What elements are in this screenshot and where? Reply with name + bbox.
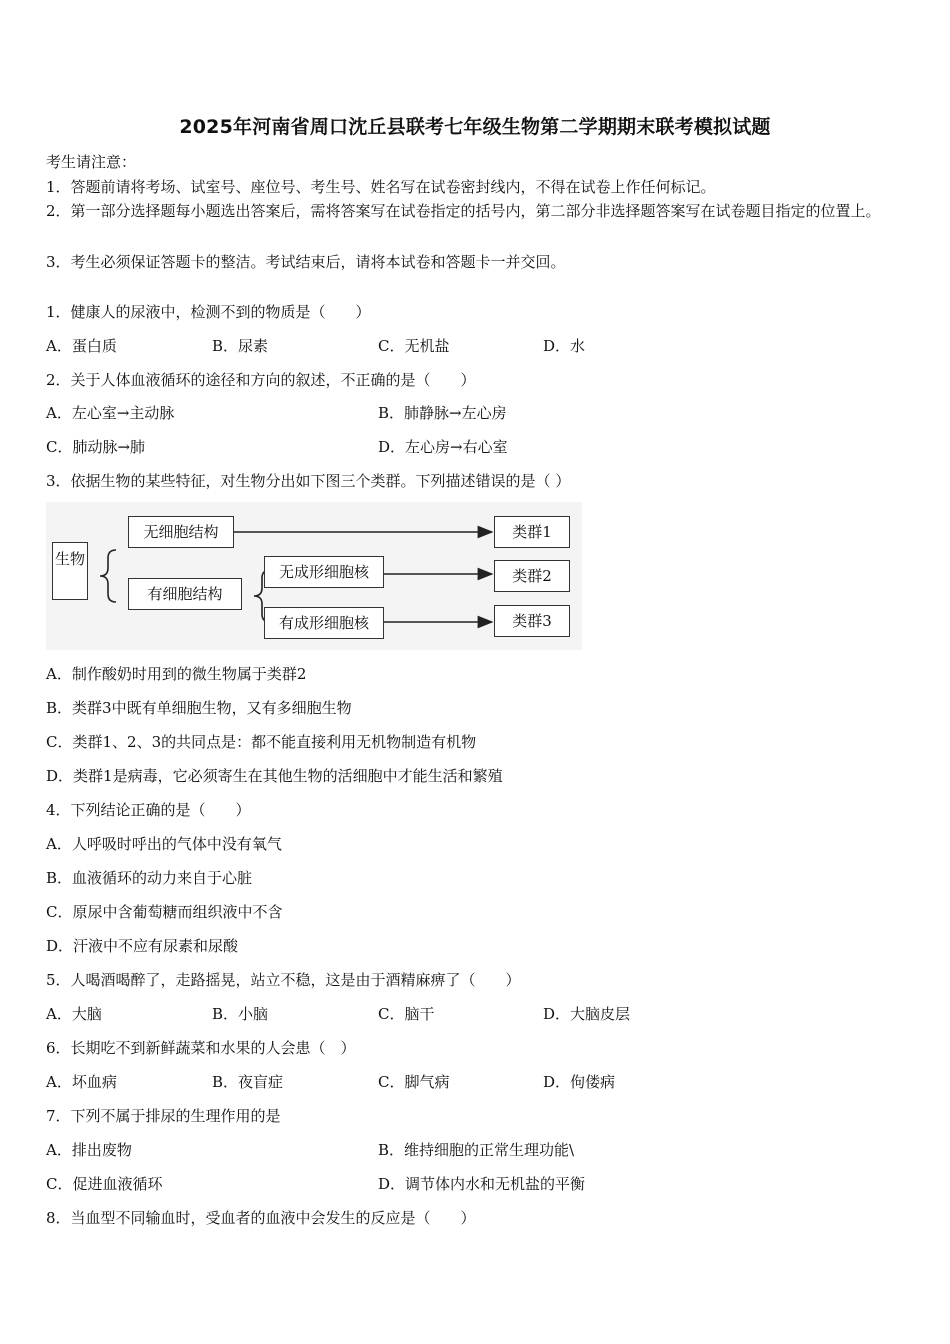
q7-stem: 7．下列不属于排尿的生理作用的是 [46,1107,281,1125]
diagram-group2-box: 类群2 [494,560,570,592]
notice-header: 考生请注意： [46,153,137,171]
notice-item-3: 3．考生必须保证答题卡的整洁。考试结束后，请将本试卷和答题卡一并交回。 [46,253,566,271]
q6-stem: 6．长期吃不到新鲜蔬菜和水果的人会患（ ） [46,1039,356,1057]
q8-stem: 8．当血型不同输血时，受血者的血液中会发生的反应是（ ） [46,1209,476,1227]
q5-option-c: C．脑干 [378,1005,435,1023]
q7-option-c: C．促进血液循环 [46,1175,163,1193]
q1-option-c: C．无机盐 [378,337,450,355]
diagram-no-nucleus-box: 无成形细胞核 [264,556,384,588]
q2-option-d: D．左心房→右心室 [378,438,508,456]
q4-option-b: B．血液循环的动力来自于心脏 [46,869,253,887]
q6-option-c: C．脚气病 [378,1073,450,1091]
q1-option-d: D．水 [543,337,586,355]
q4-option-c: C．原尿中含葡萄糖而组织液中不含 [46,903,283,921]
q1-option-a: A．蛋白质 [46,337,117,355]
diagram-has-nucleus-box: 有成形细胞核 [264,607,384,639]
q2-option-c: C．肺动脉→肺 [46,438,146,456]
q7-option-a: A．排出废物 [46,1141,132,1159]
diagram-root-box: 生物 [52,542,88,600]
q2-option-a: A．左心室→主动脉 [46,404,175,422]
q1-stem: 1．健康人的尿液中，检测不到的物质是（ ） [46,303,371,321]
q4-option-a: A．人呼吸时呼出的气体中没有氧气 [46,835,282,853]
q3-option-d: D．类群1是病毒，它必须寄生在其他生物的活细胞中才能生活和繁殖 [46,767,503,785]
notice-item-2: 2．第一部分选择题每小题选出答案后，需将答案写在试卷指定的括号内，第二部分非选择题答案写在试卷题目指定的位置上。 [46,202,881,220]
q3-stem: 3．依据生物的某些特征，对生物分出如下图三个类群。下列描述错误的是（ ） [46,472,571,490]
diagram-group3-box: 类群3 [494,605,570,637]
q1-option-b: B．尿素 [212,337,269,355]
q5-option-a: A．大脑 [46,1005,102,1023]
diagram-group1-box: 类群1 [494,516,570,548]
q5-stem: 5．人喝酒喝醉了，走路摇晃，站立不稳，这是由于酒精麻痹了（ ） [46,971,521,989]
q6-option-a: A．坏血病 [46,1073,117,1091]
q2-option-b: B．肺静脉→左心房 [378,404,507,422]
q7-option-b: B．维持细胞的正常生理功能\ [378,1141,575,1159]
page-title: 2025年河南省周口沈丘县联考七年级生物第二学期期末联考模拟试题 [179,116,771,138]
q3-option-b: B．类群3中既有单细胞生物，又有多细胞生物 [46,699,352,717]
diagram-has-cell-box: 有细胞结构 [128,578,242,610]
q6-option-d: D．佝偻病 [543,1073,616,1091]
q3-option-c: C．类群1、2、3的共同点是：都不能直接利用无机物制造有机物 [46,733,477,751]
q5-option-d: D．大脑皮层 [543,1005,631,1023]
root-brace [100,550,116,602]
diagram-no-cell-box: 无细胞结构 [128,516,234,548]
classification-diagram [46,502,582,650]
q2-stem: 2．关于人体血液循环的途径和方向的叙述，不正确的是（ ） [46,371,476,389]
q5-option-b: B．小脑 [212,1005,269,1023]
q6-option-b: B．夜盲症 [212,1073,284,1091]
q7-option-d: D．调节体内水和无机盐的平衡 [378,1175,586,1193]
q4-stem: 4．下列结论正确的是（ ） [46,801,251,819]
notice-item-1: 1．答题前请将考场、试室号、座位号、考生号、姓名写在试卷密封线内，不得在试卷上作任何标记。 [46,178,716,196]
q3-option-a: A．制作酸奶时用到的微生物属于类群2 [46,665,307,683]
q4-option-d: D．汗液中不应有尿素和尿酸 [46,937,239,955]
